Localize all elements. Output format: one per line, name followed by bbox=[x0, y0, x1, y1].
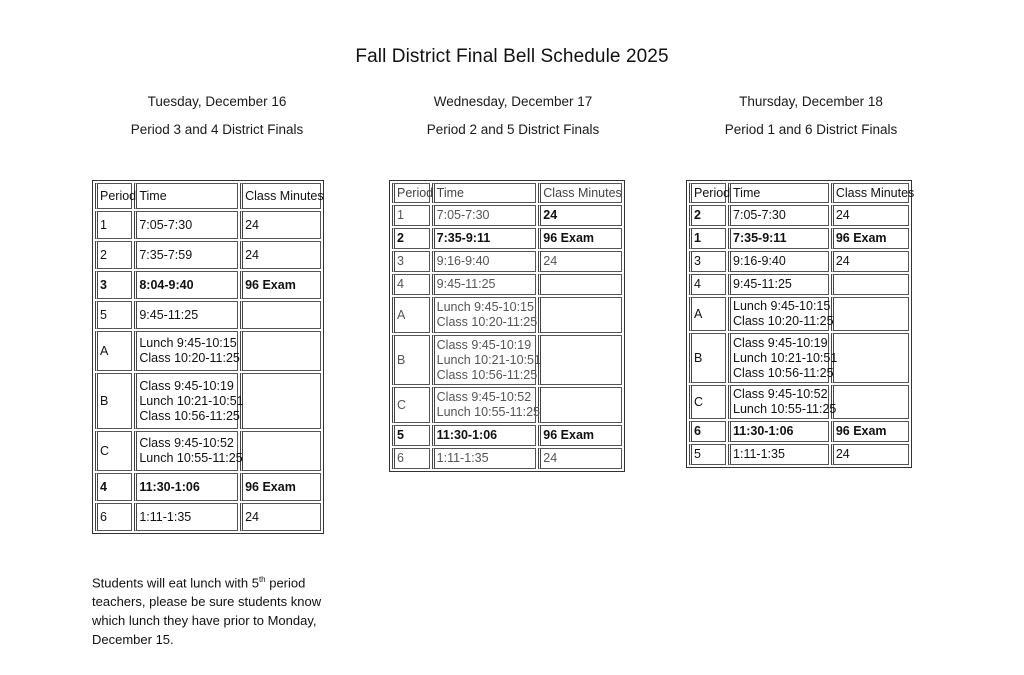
time-cell bbox=[432, 425, 537, 446]
time-header: Time bbox=[432, 183, 537, 203]
table-row bbox=[95, 373, 321, 429]
time-line: Lunch 10:21-10:51 bbox=[436, 352, 541, 367]
minutes-cell: 24 bbox=[538, 448, 622, 469]
table-row bbox=[689, 205, 909, 226]
table-row bbox=[95, 271, 321, 299]
period-cell: 2 bbox=[689, 205, 726, 226]
minutes-cell: 24 bbox=[831, 444, 909, 465]
schedule-table-tuesday bbox=[92, 180, 324, 534]
period-cell: 1 bbox=[689, 228, 726, 249]
time-line: 7:35-9:11 bbox=[436, 231, 491, 245]
time-header: Time bbox=[134, 183, 238, 209]
time-line: Lunch 10:21-10:51 bbox=[139, 393, 244, 408]
time-line: Class 9:45-10:19 bbox=[733, 335, 828, 350]
time-line: 9:16-9:40 bbox=[436, 254, 490, 268]
time-line: 9:45-11:25 bbox=[436, 277, 496, 291]
period-header: Period bbox=[689, 183, 726, 203]
time-cell bbox=[134, 473, 238, 501]
minutes-cell bbox=[240, 373, 321, 429]
time-cell bbox=[134, 503, 238, 531]
period-cell: 3 bbox=[689, 251, 726, 272]
time-line: 7:35-7:59 bbox=[139, 247, 193, 262]
minutes-cell: 24 bbox=[831, 205, 909, 226]
minutes-cell bbox=[831, 274, 909, 295]
minutes-cell: 96 Exam bbox=[538, 425, 622, 446]
table-row bbox=[95, 301, 321, 329]
time-line: 8:04-9:40 bbox=[139, 277, 194, 292]
period-cell: B bbox=[392, 335, 430, 385]
time-line: Class 9:45-10:52 bbox=[139, 436, 234, 450]
day-heading-thursday bbox=[686, 93, 936, 139]
period-cell: 3 bbox=[95, 271, 132, 299]
time-line: 9:45-11:25 bbox=[139, 307, 199, 322]
time-cell bbox=[134, 241, 238, 269]
table-row bbox=[392, 448, 622, 469]
period-cell: B bbox=[689, 333, 726, 383]
period-cell: 4 bbox=[689, 274, 726, 295]
period-cell: 3 bbox=[392, 251, 430, 272]
table-row bbox=[689, 228, 909, 249]
minutes-cell: 24 bbox=[240, 211, 321, 239]
table-row bbox=[392, 425, 622, 446]
time-cell bbox=[728, 333, 838, 383]
header-row bbox=[689, 183, 909, 203]
period-header: Period bbox=[392, 183, 430, 203]
table-row bbox=[95, 331, 321, 371]
period-cell: 4 bbox=[392, 274, 430, 295]
time-line: 11:30-1:06 bbox=[436, 428, 498, 442]
minutes-cell bbox=[831, 333, 909, 383]
time-line: 11:30-1:06 bbox=[139, 479, 200, 494]
table-row bbox=[95, 431, 321, 471]
period-cell: A bbox=[689, 297, 726, 331]
time-cell bbox=[728, 228, 829, 249]
time-cell bbox=[728, 444, 829, 465]
day-label: Thursday, December 18 bbox=[739, 94, 883, 109]
time-cell bbox=[134, 331, 238, 371]
time-cell bbox=[728, 421, 829, 442]
table-row bbox=[392, 251, 622, 272]
period-cell: 2 bbox=[392, 228, 430, 249]
table-row bbox=[95, 211, 321, 239]
time-cell bbox=[432, 448, 537, 469]
period-cell: 4 bbox=[95, 473, 132, 501]
time-line: 11:30-1:06 bbox=[733, 424, 794, 438]
note-superscript: th bbox=[258, 575, 266, 584]
period-cell: 6 bbox=[95, 503, 132, 531]
time-header: Time bbox=[728, 183, 829, 203]
schedule-table-wednesday bbox=[389, 180, 625, 472]
time-line: Class 9:45-10:52 bbox=[436, 390, 532, 404]
time-line: Class 10:20-11:25 bbox=[436, 315, 538, 329]
period-cell: 6 bbox=[392, 448, 430, 469]
time-line: 7:05-7:30 bbox=[139, 217, 193, 232]
table-row bbox=[392, 205, 622, 226]
period-cell: 5 bbox=[392, 425, 430, 446]
time-line: 7:05-7:30 bbox=[733, 208, 786, 222]
table-row bbox=[689, 444, 909, 465]
time-line: 7:05-7:30 bbox=[436, 208, 490, 222]
time-cell bbox=[432, 251, 537, 272]
minutes-cell bbox=[538, 297, 622, 333]
table-row bbox=[689, 274, 909, 295]
time-cell bbox=[432, 228, 537, 249]
minutes-cell bbox=[831, 297, 909, 331]
schedule-table-thursday bbox=[686, 180, 915, 468]
note-text-start: Students will eat lunch with 5 bbox=[92, 575, 259, 591]
table-row bbox=[689, 385, 909, 419]
minutes-cell: 24 bbox=[240, 503, 321, 531]
time-line: Class 10:56-11:25 bbox=[139, 408, 240, 423]
time-cell bbox=[432, 274, 537, 295]
time-cell bbox=[728, 274, 829, 295]
time-line: Lunch 9:45-10:15 bbox=[139, 336, 237, 350]
time-line: Lunch 9:45-10:15 bbox=[733, 299, 831, 313]
day-heading-wednesday bbox=[388, 93, 638, 139]
finals-subtitle: Period 2 and 5 District Finals bbox=[426, 122, 600, 137]
period-cell: B bbox=[95, 373, 132, 429]
header-row bbox=[95, 183, 321, 209]
period-cell: C bbox=[689, 385, 726, 419]
time-line: 9:45-11:25 bbox=[733, 277, 792, 291]
time-cell bbox=[728, 205, 829, 226]
time-cell bbox=[432, 205, 537, 226]
period-cell: 6 bbox=[689, 421, 726, 442]
table-row bbox=[95, 473, 321, 501]
time-cell bbox=[728, 385, 837, 419]
time-cell bbox=[728, 297, 834, 331]
table-row bbox=[689, 333, 909, 383]
time-cell bbox=[432, 297, 537, 333]
day-heading-tuesday bbox=[92, 93, 342, 139]
table-row bbox=[392, 335, 622, 385]
period-cell: 5 bbox=[95, 301, 132, 329]
time-line: Class 10:56-11:25 bbox=[733, 365, 834, 380]
time-cell bbox=[134, 373, 244, 429]
minutes-cell: 24 bbox=[538, 251, 622, 272]
time-line: Class 10:56-11:25 bbox=[436, 367, 538, 382]
minutes-header: Class Minutes bbox=[240, 183, 321, 209]
minutes-cell: 96 Exam bbox=[831, 421, 909, 442]
period-cell: C bbox=[392, 387, 430, 423]
table-row bbox=[392, 228, 622, 249]
minutes-cell bbox=[538, 387, 622, 423]
period-cell: 5 bbox=[689, 444, 726, 465]
period-cell: C bbox=[95, 431, 132, 471]
minutes-cell bbox=[831, 385, 909, 419]
time-line: Class 9:45-10:19 bbox=[139, 378, 234, 393]
time-line: 1:11-1:35 bbox=[139, 509, 192, 524]
time-line: Class 9:45-10:19 bbox=[436, 337, 532, 352]
period-cell: A bbox=[95, 331, 132, 371]
time-line: 1:11-1:35 bbox=[436, 451, 489, 465]
minutes-cell: 24 bbox=[538, 205, 622, 226]
page-title: Fall District Final Bell Schedule 2025 bbox=[355, 46, 669, 67]
time-line: 7:35-9:11 bbox=[733, 231, 787, 245]
time-cell bbox=[134, 301, 238, 329]
time-line: Lunch 10:55-11:25 bbox=[139, 451, 243, 465]
minutes-cell: 96 Exam bbox=[240, 473, 321, 501]
minutes-header: Class Minutes bbox=[831, 183, 909, 203]
table-row bbox=[392, 274, 622, 295]
finals-subtitle: Period 3 and 4 District Finals bbox=[130, 122, 304, 137]
period-cell: 2 bbox=[95, 241, 132, 269]
note-text-end: period teachers, please be sure students know which lunch they have prior to Monday, December 15. bbox=[92, 575, 322, 648]
finals-subtitle: Period 1 and 6 District Finals bbox=[724, 122, 898, 137]
table-row bbox=[689, 251, 909, 272]
day-label: Tuesday, December 16 bbox=[147, 94, 287, 109]
period-cell: A bbox=[392, 297, 430, 333]
table-row bbox=[95, 241, 321, 269]
minutes-cell bbox=[240, 301, 321, 329]
minutes-cell: 96 Exam bbox=[538, 228, 622, 249]
period-header: Period bbox=[95, 183, 132, 209]
time-line: 9:16-9:40 bbox=[733, 254, 786, 268]
day-label: Wednesday, December 17 bbox=[433, 94, 593, 109]
time-cell bbox=[134, 211, 238, 239]
time-cell bbox=[432, 387, 540, 423]
table-row bbox=[689, 297, 909, 331]
time-line: Lunch 10:55-11:25 bbox=[436, 405, 540, 419]
time-cell bbox=[432, 335, 541, 385]
minutes-cell bbox=[240, 331, 321, 371]
lunch-note bbox=[92, 570, 352, 649]
minutes-cell: 96 Exam bbox=[240, 271, 321, 299]
minutes-cell: 96 Exam bbox=[831, 228, 909, 249]
time-line: Class 10:20-11:25 bbox=[139, 351, 240, 365]
minutes-header: Class Minutes bbox=[538, 183, 622, 203]
table-row bbox=[689, 421, 909, 442]
time-line: Class 10:20-11:25 bbox=[733, 314, 834, 328]
time-cell bbox=[134, 431, 243, 471]
minutes-cell: 24 bbox=[831, 251, 909, 272]
period-cell: 1 bbox=[95, 211, 132, 239]
period-cell: 1 bbox=[392, 205, 430, 226]
header-row bbox=[392, 183, 622, 203]
time-line: Lunch 10:55-11:25 bbox=[733, 402, 837, 416]
time-cell bbox=[134, 271, 238, 299]
minutes-cell: 24 bbox=[240, 241, 321, 269]
time-line: 1:11-1:35 bbox=[733, 447, 785, 461]
time-line: Lunch 9:45-10:15 bbox=[436, 300, 534, 314]
table-row bbox=[392, 387, 622, 423]
minutes-cell bbox=[240, 431, 321, 471]
time-line: Lunch 10:21-10:51 bbox=[733, 350, 838, 365]
table-row bbox=[392, 297, 622, 333]
minutes-cell bbox=[538, 335, 622, 385]
time-cell bbox=[728, 251, 829, 272]
table-row bbox=[95, 503, 321, 531]
time-line: Class 9:45-10:52 bbox=[733, 387, 828, 401]
minutes-cell bbox=[538, 274, 622, 295]
